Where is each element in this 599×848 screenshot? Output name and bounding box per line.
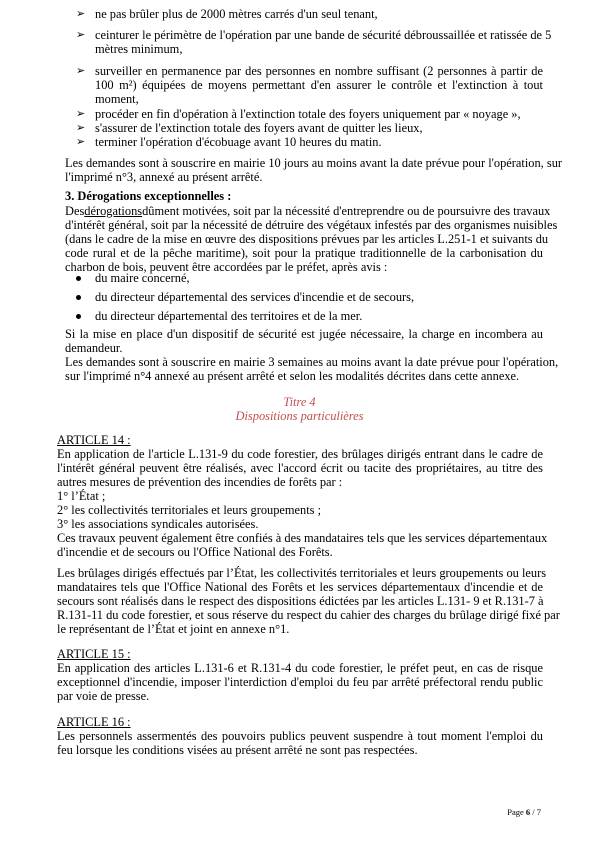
intro-underlined-word: dérogations [84, 204, 143, 218]
article-16-heading: ARTICLE 16 : [57, 715, 131, 729]
security-line-1: Si la mise en place d'un dispositif de sécurité est jugée nécessaire, la charge en incombera au [65, 327, 543, 341]
arrow-bullet-icon: ➢ [76, 28, 86, 41]
article-15-line-2: exceptionnel d'incendie, imposer l'interdiction d'emploi du feu par arrêté préfectoral rendu public [57, 675, 543, 689]
article-14-p1-line-3: autres mesures de prévention des incendies de forêts par : [57, 475, 343, 489]
arrow-item-2-line-1: ceinturer le périmètre de l'opération par une bande de sécurité débroussaillée et ratissée de 5 [95, 28, 552, 42]
section-3-heading: 3. Dérogations exceptionnelles : [65, 189, 232, 203]
demandes-2-line-1: Les demandes sont à souscrire en mairie 3 semaines au moins avant la date prévue pour l'opération, [65, 355, 559, 369]
article-14-p2-line-1: Ces travaux peuvent également être confiés à des mandataires tels que les services départementaux [57, 531, 548, 545]
article-14-item-3: 3° les associations syndicales autorisées. [57, 517, 259, 531]
page-separator: / [532, 807, 535, 817]
bullet-dot-icon [76, 295, 81, 300]
article-14-p1-line-2: l'intérêt général peuvent être réalisés, avec l'accord écrit ou tacite des propriétaires, au titre des [57, 461, 543, 475]
article-16-line-1: Les personnels assermentés des pouvoirs publics peuvent suspendre à tout moment l'emploi du [57, 729, 543, 743]
page-current: 6 [525, 807, 531, 817]
arrow-item-3-line-1: surveiller en permanence par des personnes en nombre suffisant (2 personnes à partir de [95, 64, 543, 78]
titre-number: Titre 4 [283, 395, 316, 409]
demandes-line-1: Les demandes sont à souscrire en mairie 10 jours au moins avant la date prévue pour l'opération, sur [65, 156, 563, 170]
page-number-footer [507, 807, 541, 817]
arrow-item-4: procéder en fin d'opération à l'extinction totale des foyers uniquement par « noyage », [95, 107, 521, 121]
intro-first-rest: dûment motivées, soit par la nécessité d'entreprendre ou de poursuivre des travaux [142, 204, 551, 218]
bullet-dot-icon [76, 314, 81, 319]
avis-item-1: du maire concerné, [95, 271, 190, 285]
titre-subtitle: Dispositions particulières [235, 409, 364, 423]
arrow-item-5: s'assurer de l'extinction totale des foyers avant de quitter les lieux, [95, 121, 423, 135]
article-14-p3-line-1: Les brûlages dirigés effectués par l’État, les collectivités territoriales et leurs groupements ou leurs [57, 566, 547, 580]
article-15-line-1: En application des articles L.131-6 et R.131-4 du code forestier, le préfet peut, en cas de risque [57, 661, 543, 675]
demandes-2-line-2: sur l'imprimé n°4 annexé au présent arrêté et selon les modalités décrites dans cette annexe. [65, 369, 520, 383]
section-3-intro-line-3: (dans le cadre de la mise en œuvre des dispositions prévues par les articles L.251-1 et suivants du [65, 232, 549, 246]
article-15-line-3: par voie de presse. [57, 689, 150, 703]
arrow-item-3-line-2: 100 m²) équipées de moyens permettant d'en assurer le contrôle et l'extinction à tout [95, 78, 543, 92]
arrow-item-2-line-2: mètres minimum, [95, 42, 183, 56]
article-14-heading: ARTICLE 14 : [57, 433, 131, 447]
article-14-item-2: 2° les collectivités territoriales et leurs groupements ; [57, 503, 322, 517]
page-label: Page [507, 807, 524, 817]
arrow-item-6: terminer l'opération d'écobuage avant 10 heures du matin. [95, 135, 382, 149]
arrow-bullet-icon: ➢ [76, 7, 86, 20]
article-14-p2-line-2: d'incendie et de secours ou l'Office National des Forêts. [57, 545, 333, 559]
article-14-item-1: 1° l’État ; [57, 489, 106, 503]
article-14-p3-line-4: R.131-11 du code forestier, et sous réserve du respect du cahier des charges du brûlage dirigé fixé par [57, 608, 560, 622]
article-14-p3-line-2: mandataires tels que l'Office National des Forêts et les services départementaux d'incendie et de [57, 580, 543, 594]
section-3-intro-line-2: d'intérêt général, soit par la nécessité de détruire des végétaux infestés par des organismes nuisibles [65, 218, 558, 232]
arrow-item-3-line-3: moment, [95, 92, 139, 106]
section-3-intro-line-1 [65, 204, 551, 218]
arrow-bullet-icon: ➢ [76, 64, 86, 77]
intro-first-word: Des [65, 204, 85, 218]
article-15-heading: ARTICLE 15 : [57, 647, 131, 661]
section-3-intro-line-4: code rural et de la pêche maritime), soit pour la pratique traditionnelle de la carbonisation du [65, 246, 543, 260]
avis-item-3: du directeur départemental des territoires et de la mer. [95, 309, 363, 323]
avis-item-2: du directeur départemental des services d'incendie et de secours, [95, 290, 415, 304]
demandes-line-2: l'imprimé n°3, annexé au présent arrêté. [65, 170, 263, 184]
arrow-bullet-icon: ➢ [76, 107, 86, 120]
article-14-p3-line-5: le représentant de l’État et joint en annexe n°1. [57, 622, 290, 636]
arrow-item-1: ne pas brûler plus de 2000 mètres carrés d'un seul tenant, [95, 7, 378, 21]
security-line-2: demandeur. [65, 341, 123, 355]
bullet-dot-icon [76, 276, 81, 281]
article-14-p1-line-1: En application de l'article L.131-9 du code forestier, des brûlages dirigés entrant dans le cadre de [57, 447, 543, 461]
article-14-p3-line-3: secours sont réalisés dans le respect des dispositions édictées par les articles L.131- 9 et R.131-7 à [57, 594, 544, 608]
page-total: 7 [536, 807, 541, 817]
arrow-bullet-icon: ➢ [76, 121, 86, 134]
article-16-line-2: feu lorsque les conditions visées au présent arrêté ne sont pas respectées. [57, 743, 418, 757]
arrow-bullet-icon: ➢ [76, 135, 86, 148]
section-3-intro-line-5: charbon de bois, peuvent être accordées par le préfet, après avis : [65, 260, 388, 274]
